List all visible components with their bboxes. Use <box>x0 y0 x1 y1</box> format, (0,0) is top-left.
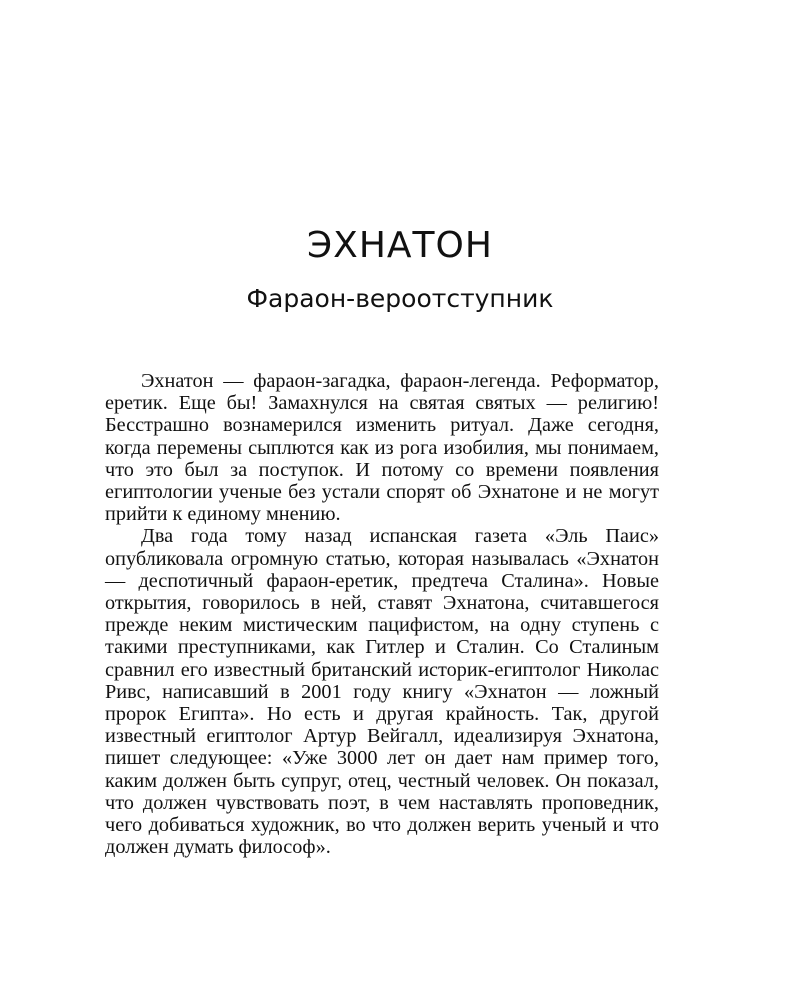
chapter-subtitle: Фараон-вероотступник <box>246 284 554 313</box>
chapter-title: ЭХНАТОН <box>307 225 493 266</box>
chapter-body <box>105 370 659 858</box>
paragraph-1: Эхнатон — фараон-загадка, фараон-легенда. Реформатор, еретик. Еще бы! Замахнулся на святая святых — религию! Бесстрашно вознамерился изменить ритуал. Даже сегодня, когда перемены сыплются как из рога изобилия, мы понимаем, что это был за поступок. И потому со времени появления египтологии ученые без устали спорят об Эхнатоне и не могут прийти к единому мнению. <box>105 370 659 526</box>
paragraph-2: Два года тому назад испанская газета «Эль Паис» опубликовала огромную статью, которая называлась «Эхнатон — деспотичный фараон-еретик, предтеча Сталина». Новые открытия, говорилось в ней, ставят Эхнатона, считавшегося прежде неким мистическим пацифистом, на одну ступень с такими преступниками, как Гитлер и Сталин. Со Сталиным сравнил его известный британский историк-египтолог Николас Ривс, написавший в 2001 году книгу «Эхнатон — ложный пророк Египта». Но есть и другая крайность. Так, другой известный египтолог Артур Вейгалл, идеализируя Эхнатона, пишет следующее: «Уже 3000 лет он дает нам пример того, каким должен быть супруг, отец, честный человек. Он показал, что должен чувствовать поэт, в чем наставлять проповедник, чего добиваться художник, во что должен верить ученый и что должен думать философ». <box>105 525 659 859</box>
